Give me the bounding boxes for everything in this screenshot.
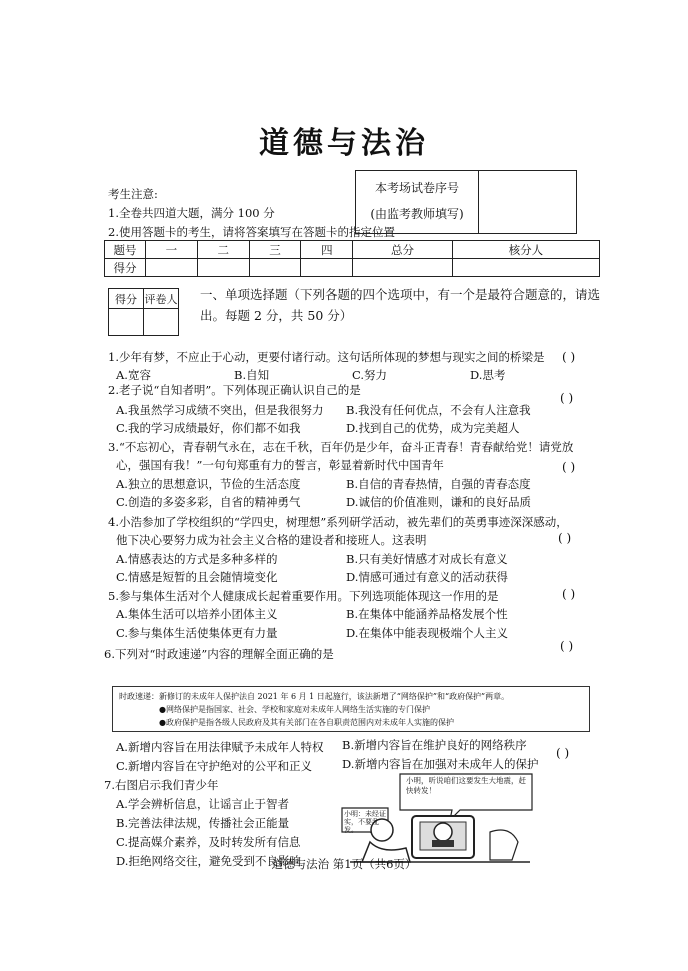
answer-paren[interactable]: ( ) <box>558 531 572 545</box>
table-cell[interactable] <box>146 259 198 277</box>
news-line: ●网络保护是指国家、社会、学校和家庭对未成年人网络生活实施的专门保护 <box>159 705 430 714</box>
option: A.独立的思想意识，节俭的生活态度 <box>116 477 301 491</box>
answer-paren[interactable]: ( ) <box>562 587 576 601</box>
table-row <box>105 241 600 259</box>
table-cell: 二 <box>197 241 249 259</box>
speech-bubble-right: 小明，听说咱们这要发生大地震，赶快转发！ <box>406 776 526 795</box>
serial-divider <box>478 171 479 233</box>
option: D.在集体中能表现极端个人主义 <box>346 626 508 640</box>
question-stem: 5.参与集体生活对个人健康成长起着重要作用。下列选项能体现这一作用的是 <box>108 589 499 603</box>
option: A.集体生活可以培养小团体主义 <box>116 607 278 621</box>
option: A.学会辨析信息，让谣言止于智者 <box>116 797 289 811</box>
serial-label: 本考场试卷序号 <box>374 181 459 195</box>
option: C.情感是短暂的且会随情境变化 <box>116 570 278 584</box>
table-cell: 三 <box>249 241 301 259</box>
answer-paren[interactable]: ( ) <box>560 391 574 405</box>
question-stem: 4.小浩参加了学校组织的“学四史，树理想”系列研学活动，被先辈们的英勇事迹深深感动， <box>108 515 568 529</box>
section-heading-cont: 出。每题 2 分，共 50 分） <box>200 308 353 323</box>
option: D.诚信的价值准则，谦和的良好品质 <box>346 495 531 509</box>
question-stem: 7.右图启示我们青少年 <box>104 778 219 792</box>
option: A.我虽然学习成绩不突出，但是我很努力 <box>116 403 324 417</box>
option: B.只有美好情感才对成长有意义 <box>346 552 508 566</box>
option: B.在集体中能涵养品格发展个性 <box>346 607 508 621</box>
table-row <box>109 289 179 309</box>
table-cell: 得分 <box>105 259 146 277</box>
option: D.情感可通过有意义的活动获得 <box>346 570 508 584</box>
option: A.新增内容旨在用法律赋予未成年人特权 <box>116 740 324 754</box>
option: B.自信的青春热情，自强的青春态度 <box>346 477 531 491</box>
table-cell[interactable] <box>301 259 353 277</box>
news-line: ●政府保护是指各级人民政府及其有关部门在各自职责范围内对未成年人实施的保护 <box>159 718 454 727</box>
question-stem-cont: 心，强国有我！”一句句郑重有力的誓言，彰显着新时代中国青年 <box>116 458 444 472</box>
speech-bubble-left: 小明：未经证实，不要乱发。 <box>344 810 386 834</box>
note-item: 1.全卷共四道大题，满分 100 分 <box>108 206 275 220</box>
score-table <box>104 240 600 277</box>
table-cell[interactable] <box>353 259 453 277</box>
section-heading: 一、单项选择题（下列各题的四个选项中，有一个是最符合题意的，请选 <box>200 287 601 302</box>
question-stem: 3.“不忘初心，青春朝气永在，志在千秋，百年仍是少年，奋斗正青春！青春献给党！请党放 <box>108 440 574 454</box>
option: C.参与集体生活使集体更有力量 <box>116 626 278 640</box>
note-item: 2.使用答题卡的考生，请将答案填写在答题卡的指定位置 <box>108 225 395 239</box>
answer-paren[interactable]: ( ) <box>556 746 570 760</box>
option: D.新增内容旨在加强对未成年人的保护 <box>342 757 539 771</box>
option: B.新增内容旨在维护良好的网络秩序 <box>342 738 527 752</box>
option: B.自知 <box>234 368 270 382</box>
option: D.拒绝网络交往，避免受到不良影响 <box>116 854 301 868</box>
option: C.努力 <box>352 368 388 382</box>
question-stem: 2.老子说“自知者明”。下列体现正确认识自己的是 <box>108 383 361 397</box>
table-cell[interactable] <box>144 309 179 336</box>
answer-paren[interactable]: ( ) <box>560 639 574 653</box>
answer-paren[interactable]: ( ) <box>562 350 576 364</box>
grader-table <box>108 288 179 336</box>
question-stem-cont: 他下决心要努力成为社会主义合格的建设者和接班人。这表明 <box>116 533 427 547</box>
notes-heading: 考生注意: <box>108 187 158 201</box>
option: D.思考 <box>470 368 506 382</box>
table-cell: 核分人 <box>452 241 599 259</box>
table-cell[interactable] <box>197 259 249 277</box>
table-cell[interactable] <box>249 259 301 277</box>
news-line: 时政速递：新修订的未成年人保护法自 2021 年 6 月 1 日起施行，该法新增了“网络保护”和“政府保护”两章。 <box>119 692 510 701</box>
table-cell: 评卷人 <box>144 289 179 309</box>
option: B.完善法律法规，传播社会正能量 <box>116 816 290 830</box>
page-footer: 道德与法治 第1页（共6页） <box>271 857 417 871</box>
option: C.提高媒介素养，及时转发所有信息 <box>116 835 301 849</box>
serial-number-box <box>355 170 577 234</box>
cartoon-illustration <box>340 770 540 865</box>
table-cell: 题号 <box>105 241 146 259</box>
table-cell: 一 <box>146 241 198 259</box>
news-box <box>112 686 590 732</box>
serial-sub-label: (由监考教师填写) <box>370 207 464 221</box>
option: C.我的学习成绩最好，你们都不如我 <box>116 421 301 435</box>
table-cell[interactable] <box>109 309 144 336</box>
table-cell: 总分 <box>353 241 453 259</box>
option: B.我没有任何优点，不会有人注意我 <box>346 403 531 417</box>
table-cell[interactable] <box>452 259 599 277</box>
answer-paren[interactable]: ( ) <box>562 460 576 474</box>
option: C.创造的多姿多彩，自省的精神勇气 <box>116 495 301 509</box>
table-cell: 四 <box>301 241 353 259</box>
question-stem: 1.少年有梦，不应止于心动，更要付诸行动。这句话所体现的梦想与现实之间的桥梁是 <box>108 350 545 364</box>
table-cell: 得分 <box>109 289 144 309</box>
option: A.宽容 <box>116 368 151 382</box>
table-row <box>105 259 600 277</box>
table-row <box>109 309 179 336</box>
option: C.新增内容旨在守护绝对的公平和正义 <box>116 759 313 773</box>
option: D.找到自己的优势，成为完美超人 <box>346 421 520 435</box>
question-stem: 6.下列对“时政速递”内容的理解全面正确的是 <box>104 647 334 661</box>
option: A.情感表达的方式是多种多样的 <box>116 552 278 566</box>
page-title: 道德与法治 <box>259 126 429 161</box>
